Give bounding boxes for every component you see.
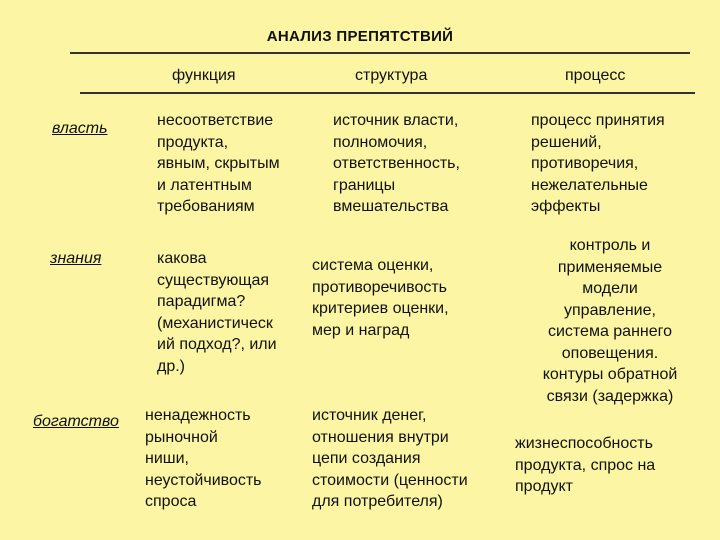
column-header-structure: структура: [355, 67, 428, 84]
cell-knowledge-function: какова существующая парадигма? (механистическ ий подход?, или др.): [157, 250, 277, 375]
cell-wealth-structure: источник денег, отношения внутри цепи создания стоимости (ценности для потребителя): [312, 407, 468, 510]
row-label-power: власть: [52, 120, 108, 137]
title-divider: [70, 52, 690, 54]
column-header-function: функция: [172, 67, 236, 84]
row-label-knowledge: знания: [50, 250, 102, 267]
cell-wealth-function: ненадежность рыночной ниши, неустойчивость спроса: [145, 407, 262, 510]
column-header-process: процесс: [565, 67, 626, 84]
page-title: АНАЛИЗ ПРЕПЯТСТВИЙ: [266, 28, 454, 45]
cell-knowledge-process: контроль и применяемые модели управление, система раннего оповещения. контуры обратной связи (задержка): [542, 237, 678, 405]
header-divider: [80, 92, 695, 94]
cell-power-function: несоответствие продукта, явным, скрытым и латентным требованиям: [157, 112, 280, 215]
row-label-wealth: богатство: [33, 413, 119, 430]
cell-knowledge-structure: система оценки, противоречивость критериев оценки, мер и наград: [312, 257, 449, 339]
cell-wealth-process: жизнеспособность продукта, спрос на продукт: [515, 435, 656, 495]
cell-power-structure: источник власти, полномочия, ответственность, границы вмешательства: [333, 112, 460, 215]
cell-power-process: процесс принятия решений, противоречия, нежелательные эффекты: [531, 112, 665, 215]
